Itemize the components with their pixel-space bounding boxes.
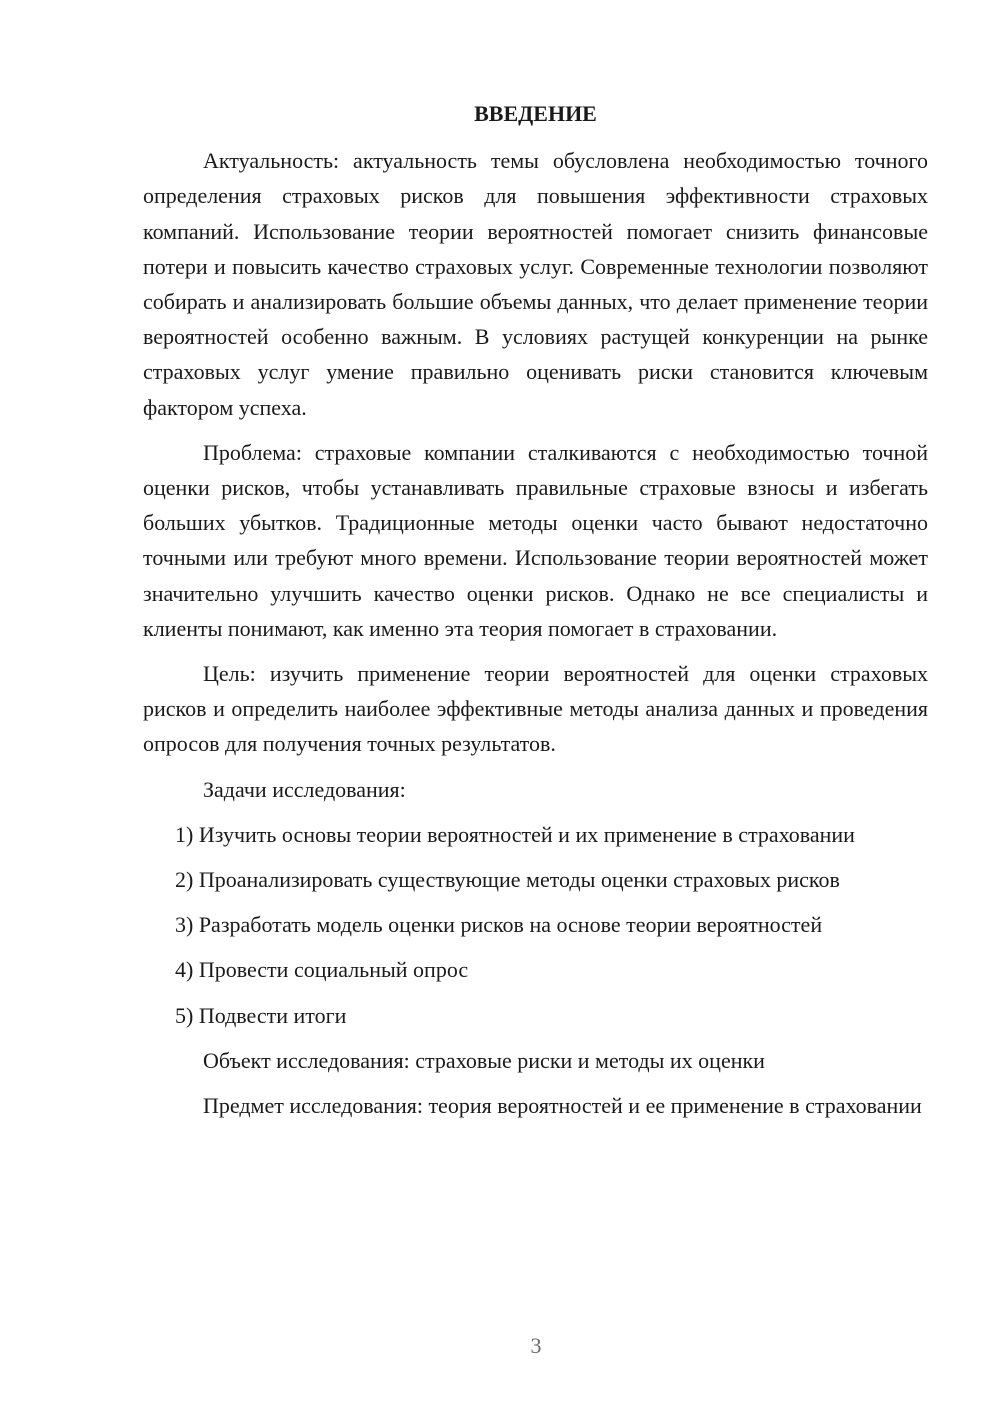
tasks-title: Задачи исследования: (203, 776, 406, 802)
task-item-4: 4) Провести социальный опрос (175, 957, 469, 983)
task-item-5: 5) Подвести итоги (175, 1002, 347, 1028)
task-item-2: 2) Проанализировать существующие методы оценки страховых рисков (175, 867, 840, 893)
relevance-paragraph: Актуальность: актуальность темы обусловлена необходимостью точного определения страховых рисков для повышения эффективности страховых компаний. Использование теории вероятностей помогает снизить финансовые потери и повысить качество страховых услуг. Современные технологии позволяют собирать и анализировать большие объемы данных, что делает применение теории вероятностей особенно важным. В условиях растущей конкуренции на рынке страховых услуг умение правильно оценивать риски становится ключевым фактором успеха. (143, 148, 928, 420)
task-item-3: 3) Разработать модель оценки рисков на основе теории вероятностей (175, 912, 823, 938)
goal-paragraph: Цель: изучить применение теории вероятностей для оценки страховых рисков и определить наиболее эффективные методы анализа данных и проведения опросов для получения точных результатов. (143, 661, 928, 757)
object-paragraph: Объект исследования: страховые риски и методы их оценки (203, 1047, 765, 1073)
page-number: 3 (530, 1333, 542, 1358)
subject-paragraph: Предмет исследования: теория вероятностей и ее применение в страховании (203, 1093, 922, 1119)
section-heading: ВВЕДЕНИЕ (474, 101, 597, 126)
task-item-1: 1) Изучить основы теории вероятностей и их применение в страховании (175, 821, 855, 847)
problem-paragraph: Проблема: страховые компании сталкиваются с необходимостью точной оценки рисков, чтобы устанавливать правильные страховые взносы и избегать больших убытков. Традиционные методы оценки часто бывают недостаточно точными или требуют много времени. Использование теории вероятностей может значительно улучшить качество оценки рисков. Однако не все специалисты и клиенты понимают, как именно эта теория помогает в страховании. (143, 439, 928, 641)
page-content (143, 96, 928, 1133)
